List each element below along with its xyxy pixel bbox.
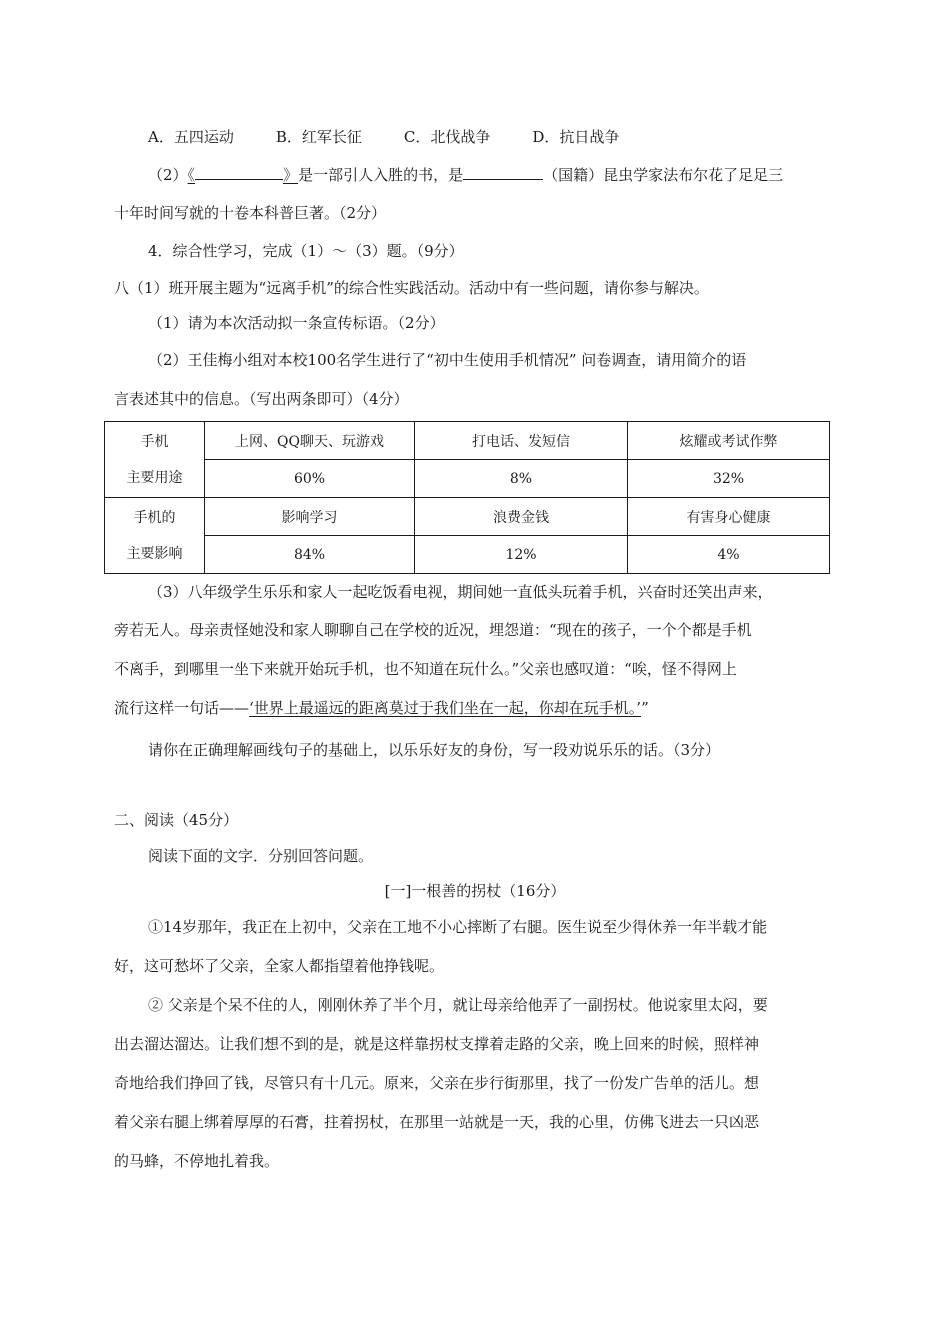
effect-header-line1: 手机的 <box>133 509 176 526</box>
article-title: [一]一根善的拐杖（16分） <box>384 882 566 900</box>
nationality-blank[interactable] <box>463 163 543 180</box>
survey-table <box>104 421 830 574</box>
paragraph-1-line2: 好，这可愁坏了父亲，全家人都指望着他挣钱呢。 <box>114 957 445 975</box>
option-d: D．抗日战争 <box>532 128 620 146</box>
book-title-blank[interactable] <box>195 163 283 180</box>
book-title-close: 》 <box>283 166 299 184</box>
question-3-2-line1 <box>148 163 783 185</box>
section-2-instruction: 阅读下面的文字．分别回答问题。 <box>148 847 374 865</box>
option-a: A．五四运动 <box>148 128 234 146</box>
effect-item-cell: 影响学习 <box>205 498 415 536</box>
effect-value-cell: 12% <box>415 536 628 574</box>
question-4-part-1: （1）请为本次活动拟一条宣传标语。（2分） <box>148 314 445 332</box>
usage-value-cell: 32% <box>628 460 830 498</box>
effect-item-cell: 有害身心健康 <box>628 498 830 536</box>
section-2-title: 二、阅读（45分） <box>114 811 239 829</box>
question-4-part-3-line1: （3）八年级学生乐乐和家人一起吃饭看电视，期间她一直低头玩着手机，兴奋时还笑出声来， <box>148 583 773 601</box>
question-4-part-3-line2: 旁若无人。母亲责怪她没和家人聊聊自己在学校的近况，埋怨道：“现在的孩子，一个个都是手机 <box>114 621 752 639</box>
paragraph-2-line4: 着父亲右腿上绑着厚厚的石膏，拄着拐杖，在那里一站就是一天，我的心里，仿佛飞进去一只凶恶 <box>114 1113 760 1131</box>
effect-header-cell <box>105 498 205 574</box>
underlined-sentence: ‘世界上最遥远的距离莫过于我们坐在一起，你却在玩手机。’ <box>249 699 642 717</box>
question-4-intro: 八（1）班开展主题为“远离手机”的综合性实践活动。活动中有一些问题，请你参与解决。 <box>114 279 709 297</box>
usage-value-cell: 60% <box>205 460 415 498</box>
question-3-2-number: （2） <box>148 166 188 184</box>
usage-item-cell: 炫耀或考试作弊 <box>628 422 830 460</box>
question-4-part-2-line2: 言表述其中的信息。（写出两条即可）（4分） <box>114 390 409 408</box>
paragraph-2-line1: ② 父亲是个呆不住的人，刚刚休养了半个月，就让母亲给他弄了一副拐杖。他说家里太闷，要 <box>148 996 768 1014</box>
book-title-open: 《 <box>187 166 196 184</box>
paragraph-1-line1: ①14岁那年，我正在上初中，父亲在工地不小心摔断了右腿。医生说至少得休养一年半载才能 <box>148 918 768 936</box>
quote-lead: 流行这样一句话—— <box>114 699 250 717</box>
usage-value-cell: 8% <box>415 460 628 498</box>
table-row <box>105 460 830 498</box>
option-c: C．北伐战争 <box>403 128 491 146</box>
paragraph-2-line5: 的马蜂，不停地扎着我。 <box>114 1152 280 1170</box>
effect-header-line2: 主要影响 <box>126 545 183 562</box>
effect-item-cell: 浪费金钱 <box>415 498 628 536</box>
table-row <box>105 536 830 574</box>
table-row <box>105 422 830 460</box>
question-3-2-end: （国籍）昆虫学家法布尔花了足足三 <box>543 166 784 184</box>
question-4-part-3-line3: 不离手，到哪里一坐下来就开始玩手机，也不知道在玩什么。”父亲也感叹道：“唉，怪不得网上 <box>114 660 737 678</box>
effect-value-cell: 4% <box>628 536 830 574</box>
question-3-2-mid: 是一部引人入胜的书，是 <box>298 166 464 184</box>
question-4-part-3-task: 请你在正确理解画线句子的基础上，以乐乐好友的身份，写一段劝说乐乐的话。（3分） <box>148 741 721 759</box>
question-4-part-2-line1: （2）王佳梅小组对本校100名学生进行了“初中生使用手机情况” 问卷调查，请用简介的语 <box>148 351 747 369</box>
question-4-title: 4．综合性学习，完成（1）～（3）题。（9分） <box>148 242 464 260</box>
option-b: B．红军长征 <box>275 128 362 146</box>
usage-item-cell: 上网、QQ聊天、玩游戏 <box>205 422 415 460</box>
usage-header-cell <box>105 422 205 498</box>
paragraph-2-line2: 出去溜达溜达。让我们想不到的是，就是这样靠拐杖支撑着走路的父亲，晚上回来的时候，照样神 <box>114 1035 760 1053</box>
table-row <box>105 498 830 536</box>
paragraph-2-line3: 奇地给我们挣回了钱，尽管只有十几元。原来，父亲在步行街那里，找了一份发广告单的活儿。想 <box>114 1074 760 1092</box>
quote-close: ” <box>641 699 649 717</box>
question-3-2-line2: 十年时间写就的十卷本科普巨著。（2分） <box>114 204 387 222</box>
effect-value-cell: 84% <box>205 536 415 574</box>
usage-header-line2: 主要用途 <box>126 469 183 486</box>
usage-item-cell: 打电话、发短信 <box>415 422 628 460</box>
question-4-part-3-line4 <box>114 698 649 718</box>
question-3-options <box>148 127 661 147</box>
usage-header-line1: 手机 <box>140 433 169 450</box>
